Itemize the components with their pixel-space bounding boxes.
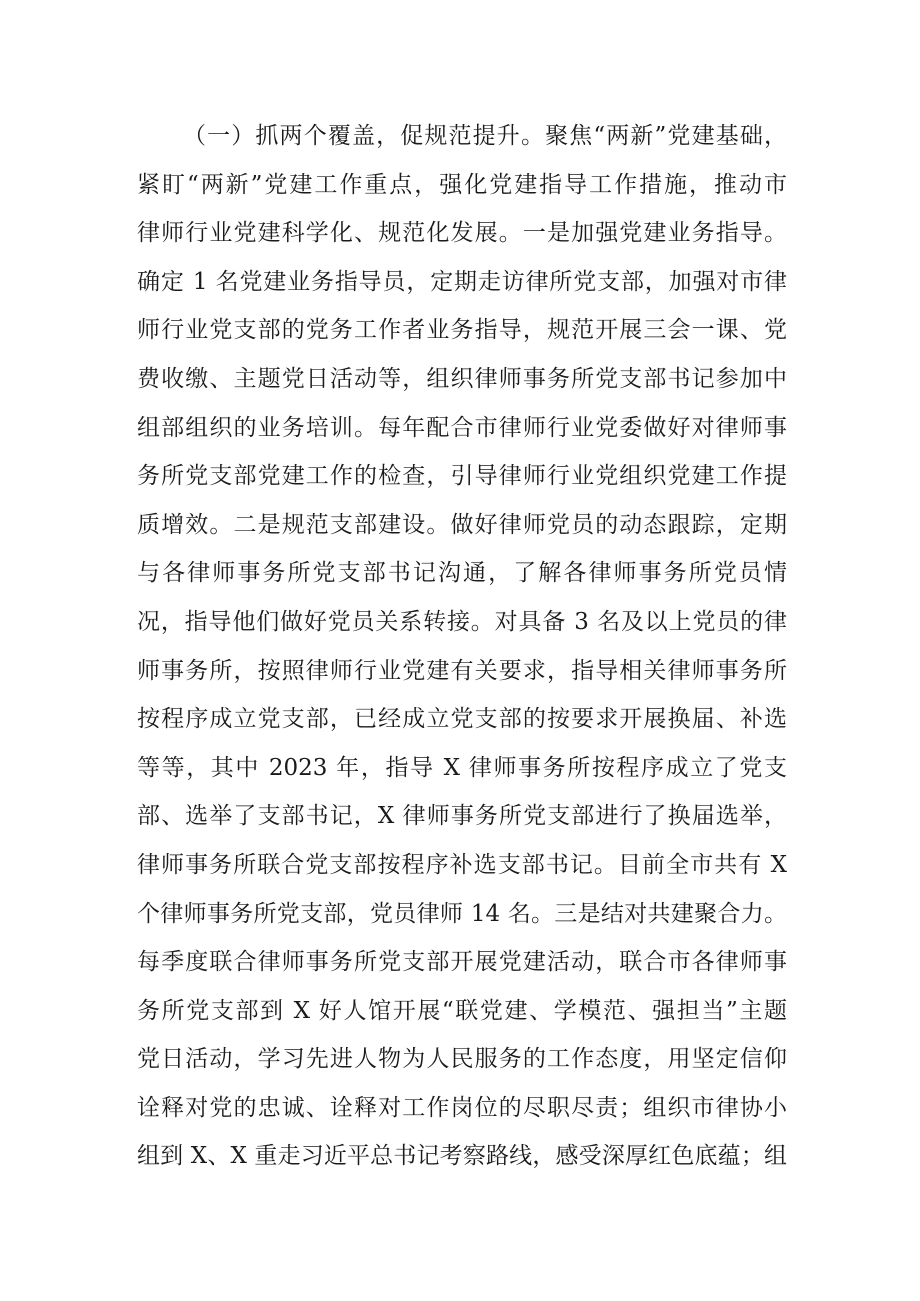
paragraph-line: 质增效。二是规范支部建设。做好律师党员的动态跟踪，定期 — [137, 511, 787, 538]
paragraph-line: 党日活动，学习先进人物为人民服务的工作态度，用坚定信仰 — [137, 1046, 787, 1073]
paragraph-line: 与各律师事务所党支部书记沟通，了解各律师事务所党员情 — [137, 560, 787, 587]
paragraph-line: 师行业党支部的党务工作者业务指导，规范开展三会一课、党 — [137, 317, 787, 344]
paragraph-line: （一）抓两个覆盖，促规范提升。聚焦“两新”党建基础， — [183, 123, 787, 149]
paragraph-line: 律师行业党建科学化、规范化发展。一是加强党建业务指导。 — [137, 220, 787, 247]
paragraph-line: 部、选举了支部书记，X 律师事务所党支部进行了换届选举， — [137, 803, 787, 830]
paragraph-line: 等等，其中 2023 年，指导 X 律师事务所按程序成立了党支 — [137, 754, 787, 781]
paragraph-line: 诠释对党的忠诚、诠释对工作岗位的尽职尽责；组织市律协小 — [137, 1094, 787, 1121]
paragraph-line: 组部组织的业务培训。每年配合市律师行业党委做好对律师事 — [137, 414, 787, 441]
paragraph-line: 况，指导他们做好党员关系转接。对具备 3 名及以上党员的律 — [137, 608, 787, 635]
paragraph-line: 紧盯“两新”党建工作重点，强化党建指导工作措施，推动市 — [137, 171, 787, 198]
paragraph-line: 律师事务所联合党支部按程序补选支部书记。目前全市共有 X — [137, 851, 787, 878]
paragraph-line: 务所党支部党建工作的检查，引导律师行业党组织党建工作提 — [137, 463, 787, 490]
body-paragraph — [137, 112, 787, 1181]
paragraph-line: 每季度联合律师事务所党支部开展党建活动，联合市各律师事 — [137, 949, 787, 976]
paragraph-line: 组到 X、X 重走习近平总书记考察路线，感受深厚红色底蕴；组 — [137, 1143, 787, 1170]
paragraph-line: 按程序成立党支部，已经成立党支部的按要求开展换届、补选 — [137, 706, 787, 733]
paragraph-line: 师事务所，按照律师行业党建有关要求，指导相关律师事务所 — [137, 657, 787, 684]
paragraph-line: 个律师事务所党支部，党员律师 14 名。三是结对共建聚合力。 — [137, 900, 787, 927]
paragraph-line: 费收缴、主题党日活动等，组织律师事务所党支部书记参加中 — [137, 365, 787, 392]
paragraph-line: 务所党支部到 X 好人馆开展“联党建、学模范、强担当”主题 — [137, 997, 787, 1024]
paragraph-line: 确定 1 名党建业务指导员，定期走访律所党支部，加强对市律 — [137, 268, 787, 295]
